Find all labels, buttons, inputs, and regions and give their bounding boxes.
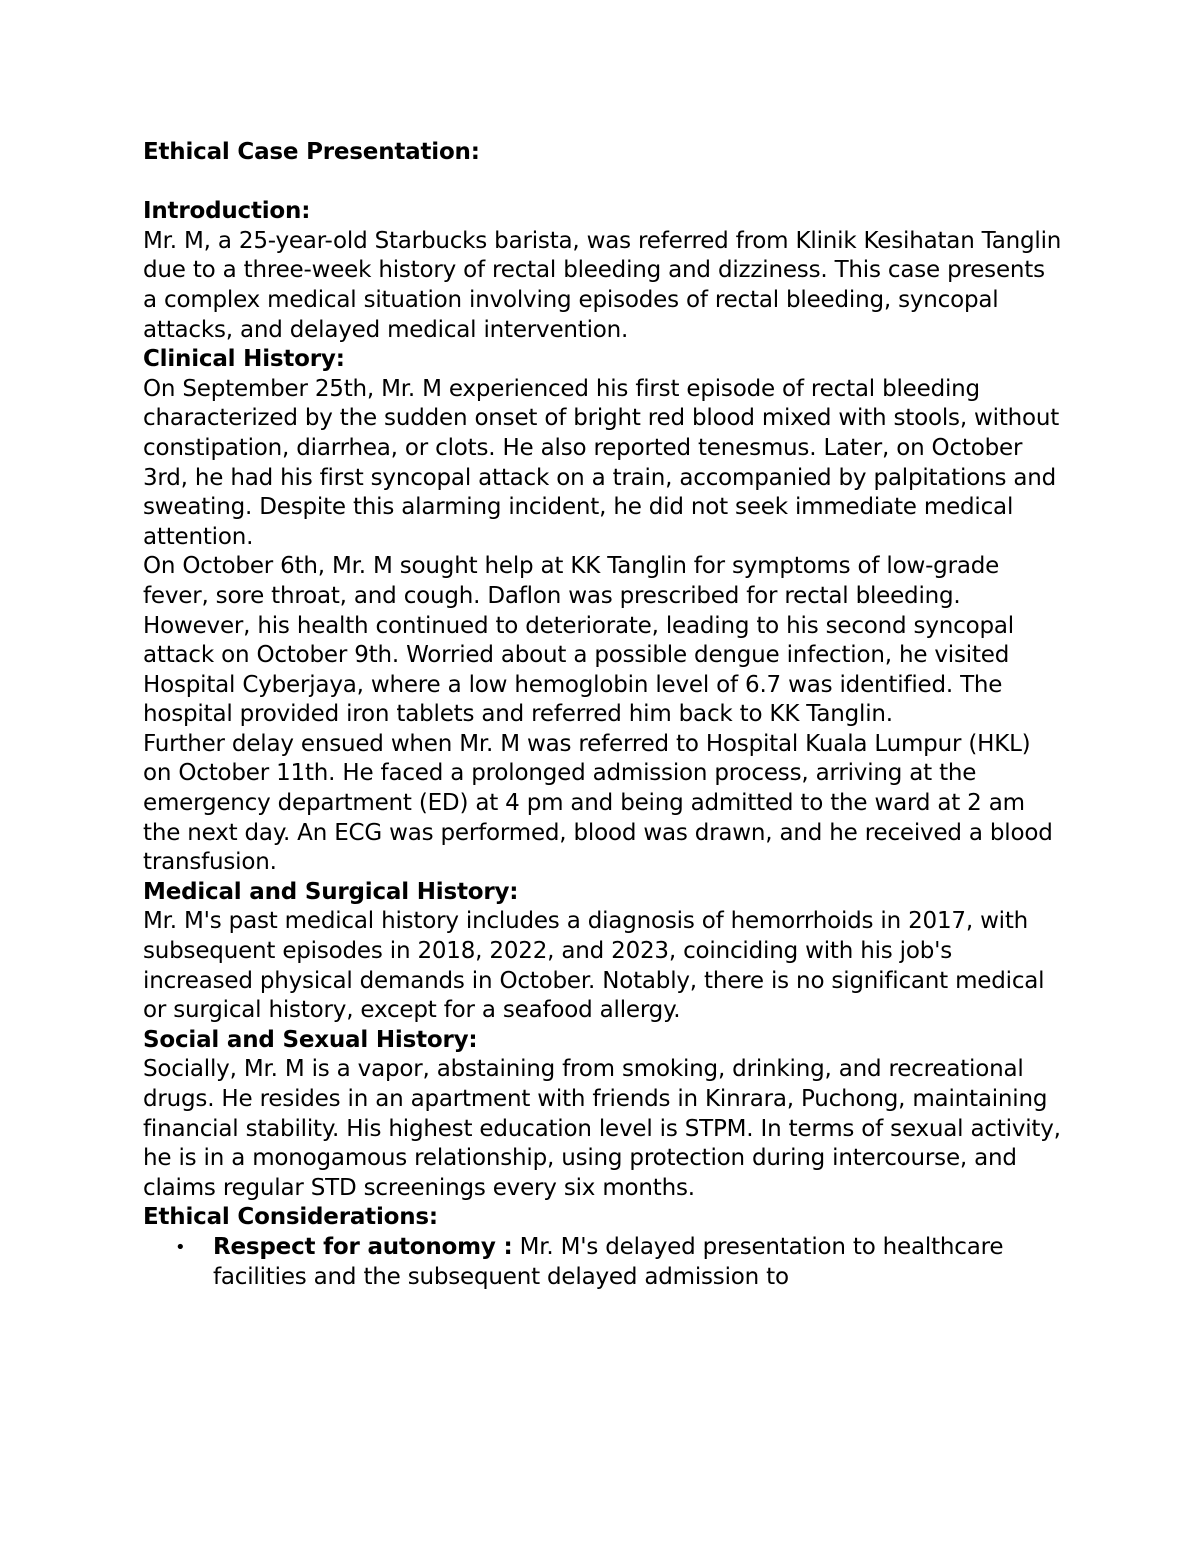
- document-body: [143, 138, 1063, 1292]
- ethical-considerations-section: [143, 1203, 1063, 1292]
- ethical-considerations-list: [143, 1233, 1063, 1292]
- introduction-paragraph: Mr. M, a 25-year-old Starbucks barista, was referred from Klinik Kesihatan Tanglin due to a three-week history of rectal bleeding and dizziness. This case presents a complex medical situation involving episodes of rectal bleeding, syncopal attacks, and delayed medical intervention.: [143, 227, 1062, 343]
- medical-surgical-history-paragraph: Mr. M's past medical history includes a diagnosis of hemorrhoids in 2017, with subsequent episodes in 2018, 2022, and 2023, coinciding with his job's increased physical demands in October. Notably, there is no significant medical or surgical history, except for a seafood allergy.: [143, 908, 1045, 1024]
- introduction-heading: Introduction:: [143, 198, 311, 225]
- clinical-history-paragraph: Further delay ensued when Mr. M was referred to Hospital Kuala Lumpur (HKL) on October 11th. He faced a prolonged admission process, arriving at the emergency department (ED) at 4 pm and being admitted to the ward at 2 am the next day. An ECG was performed, blood was drawn, and he received a blood transfusion.: [143, 730, 1053, 876]
- social-sexual-history-paragraph: Socially, Mr. M is a vapor, abstaining from smoking, drinking, and recreational drugs. He resides in an apartment with friends in Kinrara, Puchong, maintaining financial stability. His highest education level is STPM. In terms of sexual activity, he is in a monogamous relationship, using protection during intercourse, and claims regular STD screenings every six months.: [143, 1056, 1061, 1201]
- clinical-history-paragraph: On September 25th, Mr. M experienced his first episode of rectal bleeding characterized by the sudden onset of bright red blood mixed with stools, without constipation, diarrhea, or clots. He also reported tenesmus. Later, on October 3rd, he had his first syncopal attack on a train, accompanied by palpitations and sweating. Despite this alarming incident, he did not seek immediate medical attention.: [143, 375, 1060, 550]
- bullet-icon: •: [175, 1236, 186, 1258]
- medical-surgical-history-section: [143, 878, 1063, 1026]
- list-item: [143, 1233, 1063, 1292]
- clinical-history-paragraph: On October 6th, Mr. M sought help at KK Tanglin for symptoms of low-grade fever, sore throat, and cough. Daflon was prescribed for rectal bleeding. However, his health continued to deteriorate, leading to his second syncopal attack on October 9th. Worried about a possible dengue infection, he visited Hospital Cyberjaya, where a low hemoglobin level of 6.7 was identified. The hospital provided iron tablets and referred him back to KK Tanglin.: [143, 553, 1014, 728]
- clinical-history-heading: Clinical History:: [143, 346, 345, 373]
- ethical-considerations-heading: Ethical Considerations:: [143, 1204, 438, 1231]
- introduction-section: [143, 197, 1063, 345]
- document-title: Ethical Case Presentation:: [143, 139, 480, 165]
- medical-surgical-history-heading: Medical and Surgical History:: [143, 878, 519, 905]
- social-sexual-history-section: [143, 1026, 1063, 1204]
- respect-for-autonomy-label: Respect for autonomy :: [213, 1233, 513, 1260]
- clinical-history-section: [143, 345, 1063, 878]
- social-sexual-history-heading: Social and Sexual History:: [143, 1026, 478, 1053]
- respect-for-autonomy-text: Mr. M's delayed presentation to healthcare facilities and the subsequent delayed admission to: [213, 1233, 1004, 1290]
